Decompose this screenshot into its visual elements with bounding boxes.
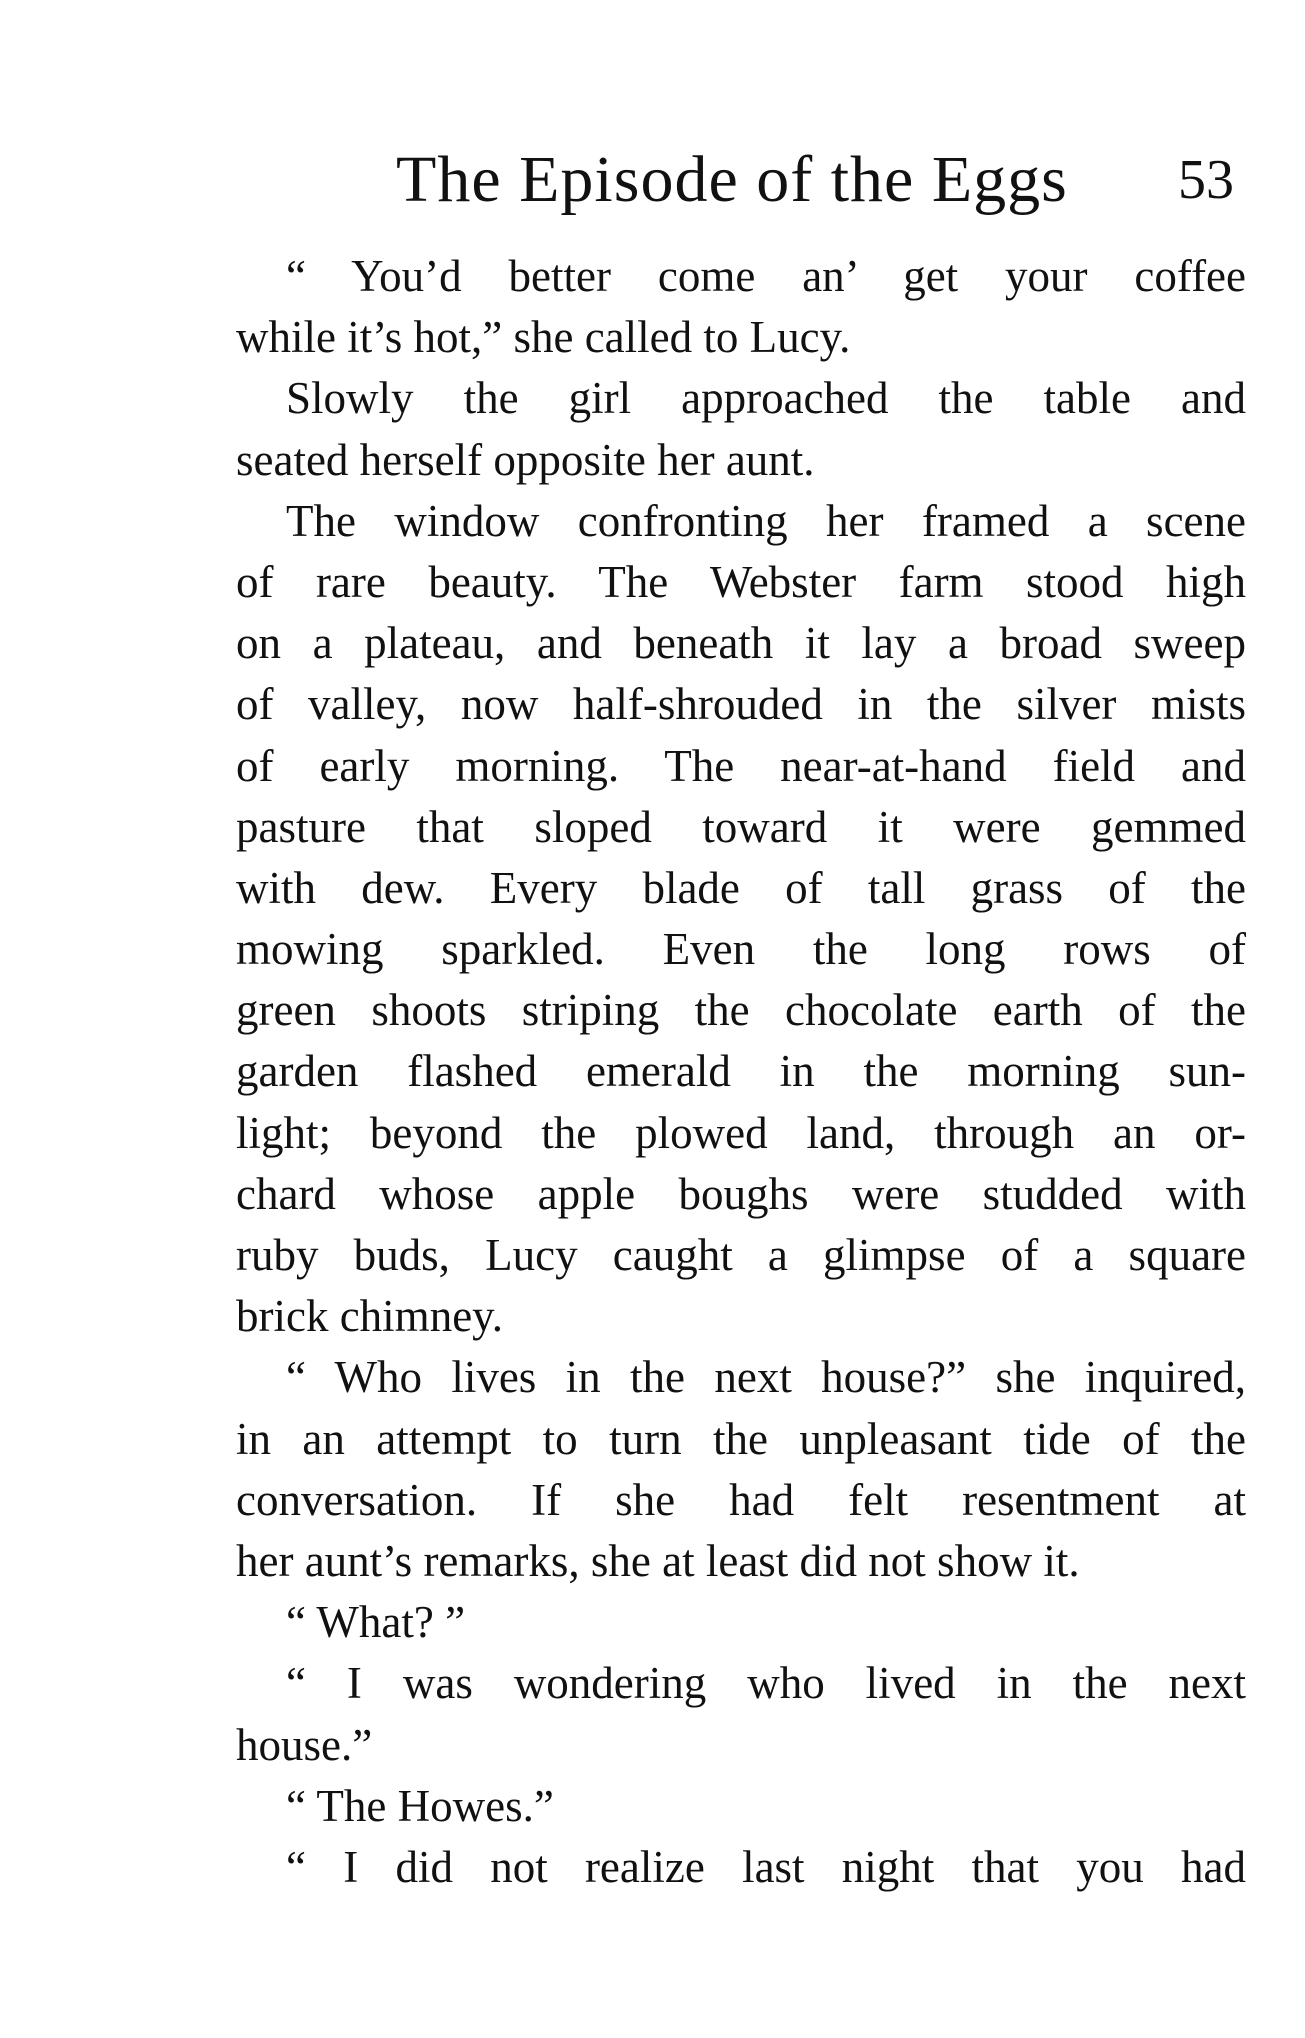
text-line: her aunt’s remarks, she at least did not show it.	[236, 1535, 1080, 1586]
running-title: The Episode of the Eggs	[396, 143, 1068, 216]
text-line: with dew. Every blade of tall grass of the	[236, 862, 1246, 913]
text-line: mowing sparkled. Even the long rows of	[236, 924, 1246, 975]
text-line: garden flashed emerald in the morning sun-	[236, 1046, 1246, 1097]
text-line: “ I did not realize last night that you had	[286, 1841, 1246, 1892]
text-line: conversation. If she had felt resentment at	[236, 1474, 1246, 1525]
text-line: “ I was wondering who lived in the next	[286, 1658, 1246, 1709]
running-head	[236, 140, 1246, 220]
text-line: light; beyond the plowed land, through an or-	[236, 1107, 1246, 1158]
text-line: chard whose apple boughs were studded with	[236, 1168, 1246, 1219]
page-number: 53	[1178, 149, 1234, 211]
text-line: of rare beauty. The Webster farm stood high	[236, 556, 1246, 607]
text-line: The window confronting her framed a scene	[286, 495, 1246, 546]
text-line: “ Who lives in the next house?” she inquired,	[286, 1352, 1246, 1403]
text-line: on a plateau, and beneath it lay a broad sweep	[236, 618, 1246, 669]
text-line: brick chimney.	[236, 1291, 503, 1342]
text-line: while it’s hot,” she called to Lucy.	[236, 312, 851, 363]
text-line: seated herself opposite her aunt.	[236, 434, 815, 485]
text-line: of early morning. The near-at-hand field and	[236, 740, 1246, 791]
text-line: green shoots striping the chocolate earth of the	[236, 985, 1246, 1036]
text-line: ruby buds, Lucy caught a glimpse of a square	[236, 1230, 1246, 1280]
text-line: “ You’d better come an’ get your coffee	[286, 251, 1246, 301]
text-line: “ What? ”	[286, 1597, 466, 1648]
text-line: house.”	[236, 1719, 373, 1770]
text-line: in an attempt to turn the unpleasant tide of the	[236, 1413, 1246, 1464]
text-line: Slowly the girl approached the table and	[286, 373, 1246, 424]
text-line: of valley, now half-shrouded in the silver mists	[236, 679, 1246, 730]
body-text	[236, 246, 1246, 1898]
text-line: “ The Howes.”	[286, 1780, 554, 1831]
text-line: pasture that sloped toward it were gemmed	[236, 801, 1246, 852]
